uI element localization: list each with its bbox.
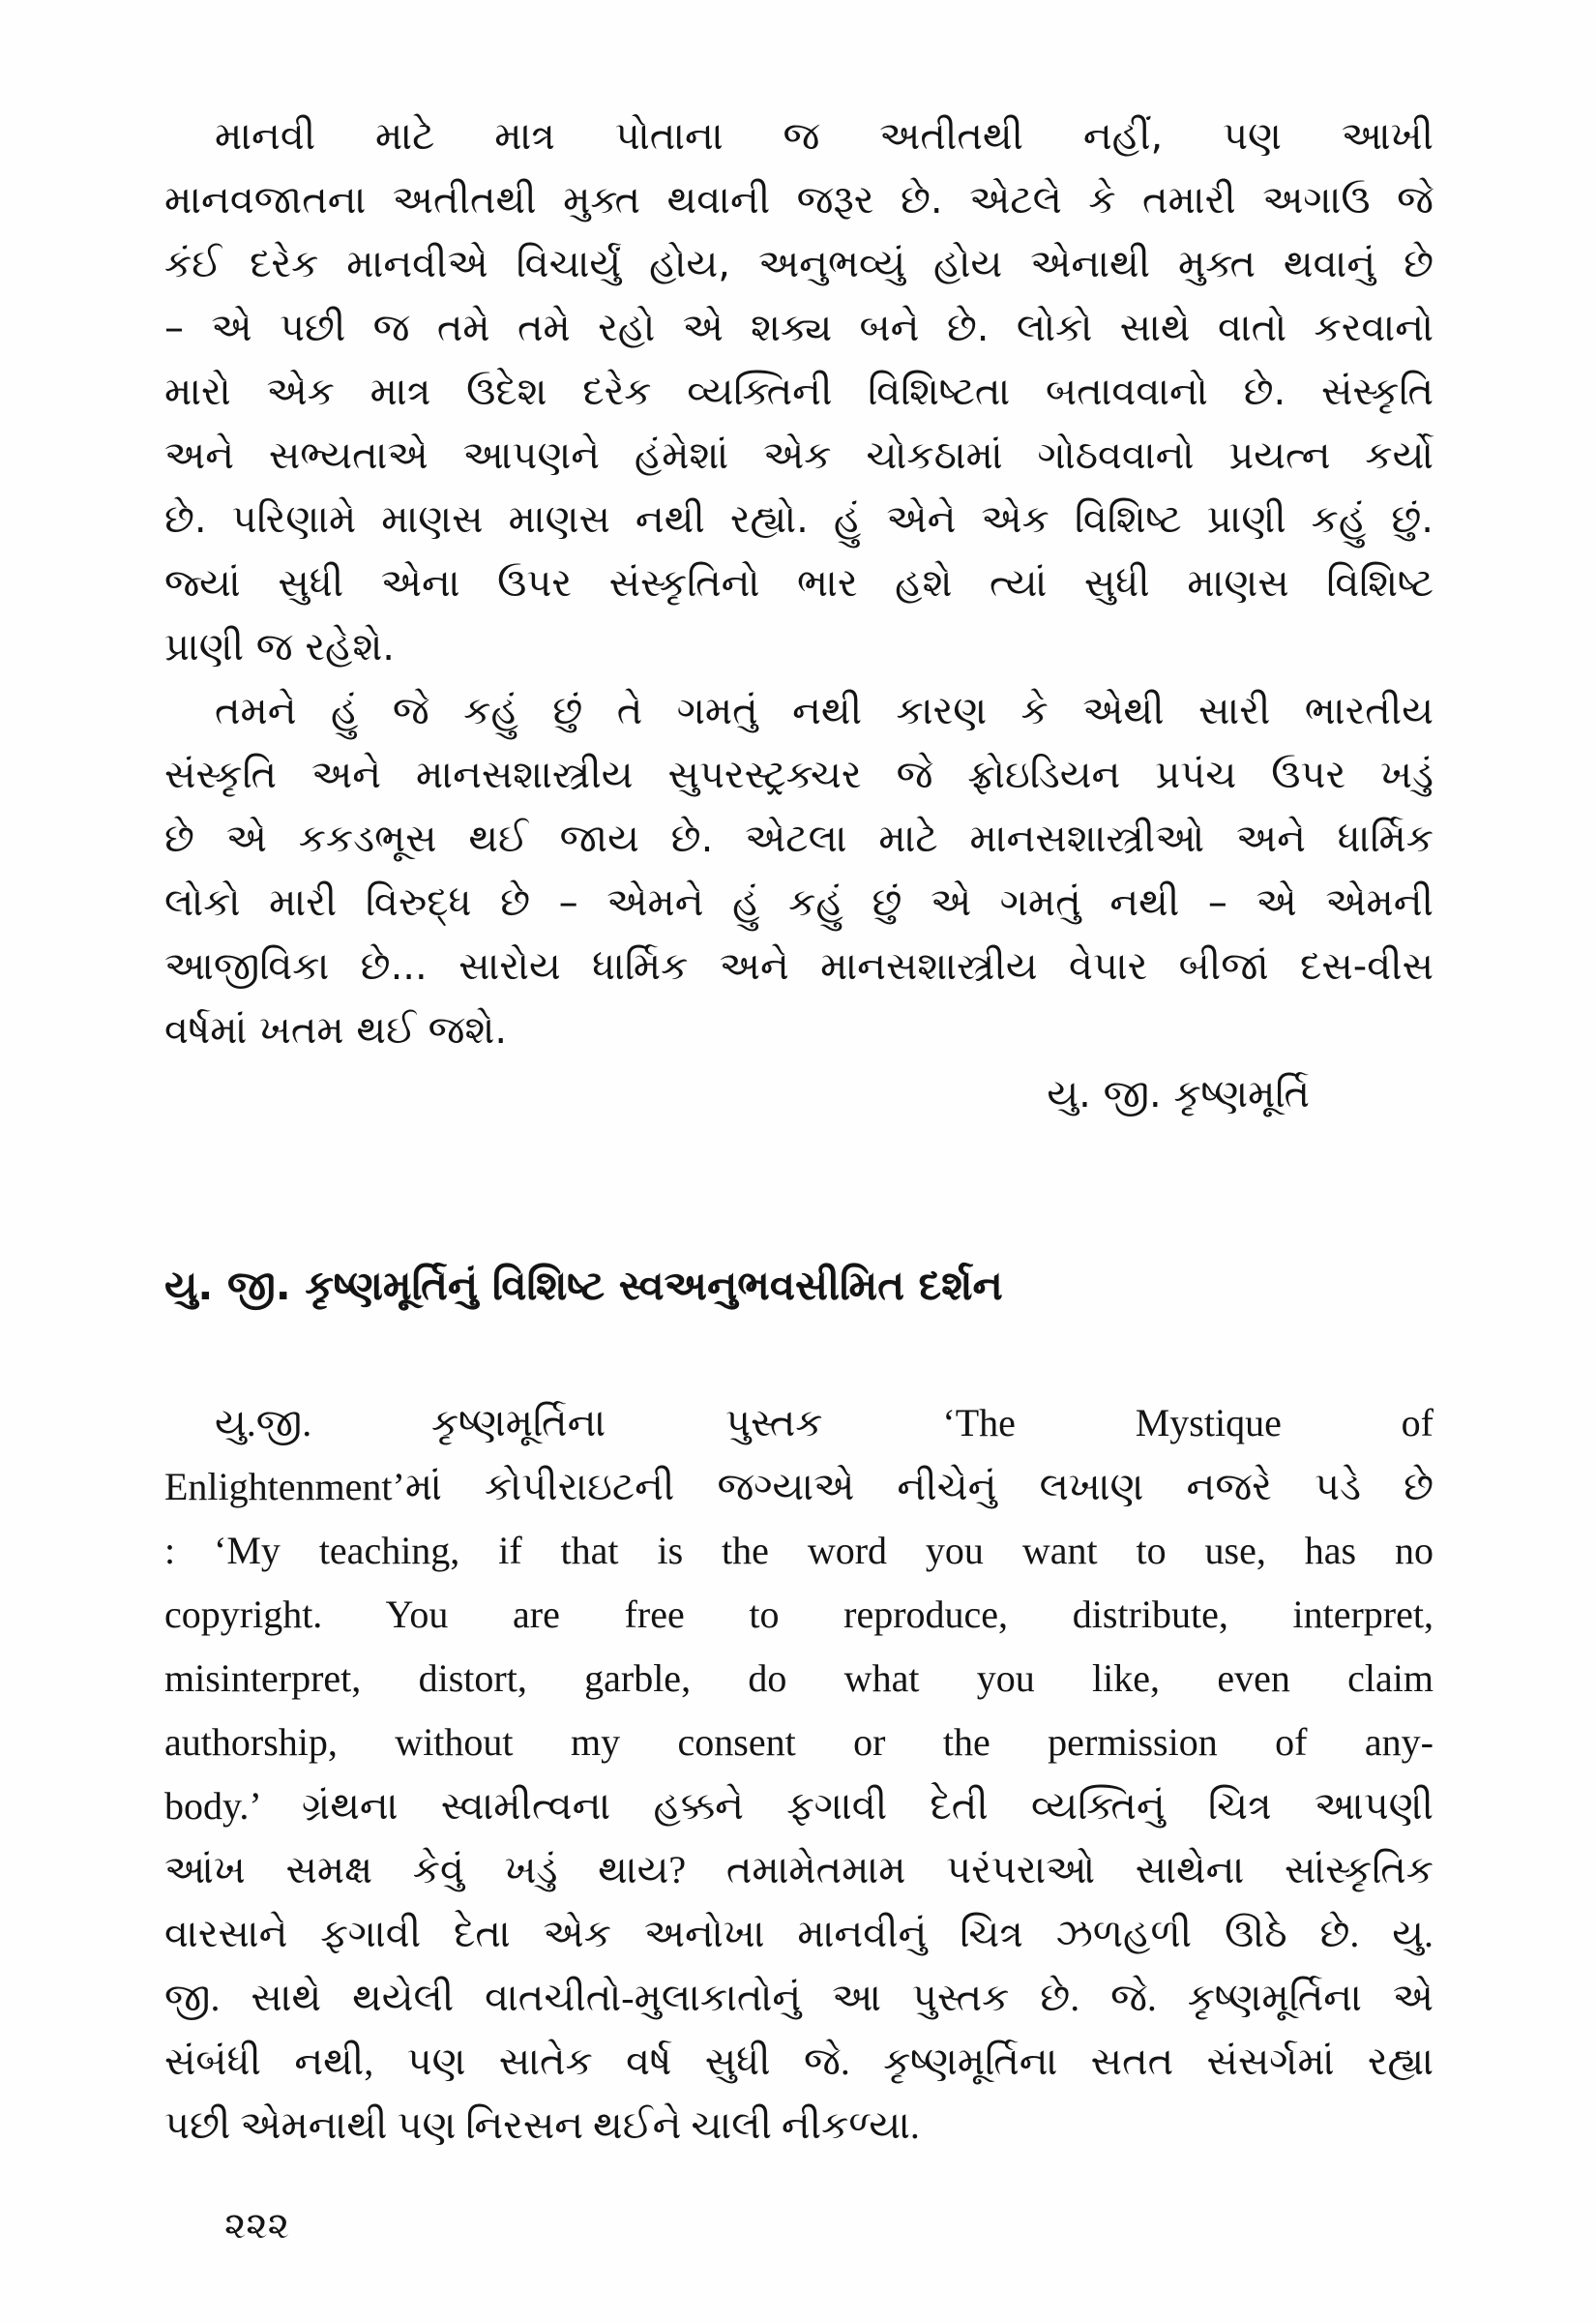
attribution-signature: યુ. જી. કૃષ્ણમૂર્તિ [1047,1072,1310,1116]
text-line: આજીવિકા છે... સારોય ધાર્મિક અને માનસશાસ્ત્રીય વેપાર બીજાં દસ-વીસ [164,944,1433,989]
body-paragraph [164,1391,1433,2158]
text-line: લોકો મારી વિરુદ્ધ છે – એમને હું કહું છું એ ગમતું નથી – એ એમની [164,880,1433,925]
text-line: : ‘My teaching, if that is the word you want to use, has no [164,1529,1433,1572]
text-line: પ્રાણી જ રહેશે. [164,625,396,670]
text-line: છે. પરિણામે માણસ માણસ નથી રહ્યો. હું એને એક વિશિષ્ટ પ્રાણી કહું છું. [164,497,1433,542]
text-line: body.’ ગ્રંથના સ્વામીત્વના હક્કને ફગાવી દેતી વ્યક્તિનું ચિત્ર આપણી [164,1784,1433,1828]
text-line: સંસ્કૃતિ અને માનસશાસ્ત્રીય સુપરસ્ટ્રક્ચર જે ફ્રોઇડિયન પ્રપંચ ઉપર ખડું [164,753,1433,797]
text-line: આંખ સમક્ષ કેવું ખડું થાય? તમામેતમામ પરંપરાઓ સાથેના સાંસ્કૃતિક [164,1848,1433,1891]
text-line: સંબંધી નથી, પણ સાતેક વર્ષ સુધી જે. કૃષ્ણમૂર્તિના સતત સંસર્ગમાં રહ્યા [164,2039,1433,2083]
text-line: યુ.જી. કૃષ્ણમૂર્તિના પુસ્તક ‘The Mystique of [215,1401,1433,1444]
text-line: – એ પછી જ તમે તમે રહો એ શક્ય બને છે. લોકો સાથે વાતો કરવાનો [164,306,1433,350]
text-line: માનવી માટે માત્ર પોતાના જ અતીતથી નહીં, પણ આખી [215,114,1433,159]
section-heading: યુ. જી. કૃષ્ણમૂર્તિનું વિશિષ્ટ સ્વઅનુભવસીમિત દર્શન [164,1262,1003,1309]
text-line: છે એ કકડભૂસ થઈ જાય છે. એટલા માટે માનસશાસ્ત્રીઓ અને ધાર્મિક [164,817,1433,861]
text-line: કંઈ દરેક માનવીએ વિચાર્યું હોય, અનુભવ્યું હોય એનાથી મુક્ત થવાનું છે [164,242,1433,286]
text-line: જ્યાં સુધી એના ઉપર સંસ્કૃતિનો ભાર હશે ત્યાં સુધી માણસ વિશિષ્ટ [164,561,1433,606]
text-line: અને સભ્યતાએ આપણને હંમેશાં એક ચોકઠામાં ગોઠવવાનો પ્રયત્ન કર્યો [164,433,1433,478]
quote-block [164,104,1433,1126]
text-line: પછી એમનાથી પણ નિરસન થઈને ચાલી નીકળ્યા. [164,2103,920,2147]
text-line: copyright. You are free to reproduce, distribute, interpret, [164,1593,1433,1636]
text-line: વારસાને ફગાવી દેતા એક અનોખા માનવીનું ચિત્ર ઝળહળી ઊઠે છે. યુ. [164,1912,1433,1955]
text-line: મારો એક માત્ર ઉદેશ દરેક વ્યક્તિની વિશિષ્ટતા બતાવવાનો છે. સંસ્કૃતિ [164,370,1433,414]
text-line: authorship, without my consent or the permission of any- [164,1720,1433,1764]
text-line: વર્ષમાં ખતમ થઈ જશે. [164,1008,508,1053]
text-line: જી. સાથે થયેલી વાતચીતો-મુલાકાતોનું આ પુસ્તક છે. જે. કૃષ્ણમૂર્તિના એ [164,1976,1433,2019]
page-number: ૨૨૨ [224,2204,289,2247]
text-line: માનવજાતના અતીતથી મુક્ત થવાની જરૂર છે. એટલે કે તમારી અગાઉ જે [164,178,1433,223]
text-line: તમને હું જે કહું છું તે ગમતું નથી કારણ કે એથી સારી ભારતીય [215,689,1433,733]
text-line: misinterpret, distort, garble, do what you like, even claim [164,1656,1433,1700]
text-line: Enlightenment’માં કોપીરાઇટની જગ્યાએ નીચેનું લખાણ નજરે પડે છે [164,1465,1433,1508]
